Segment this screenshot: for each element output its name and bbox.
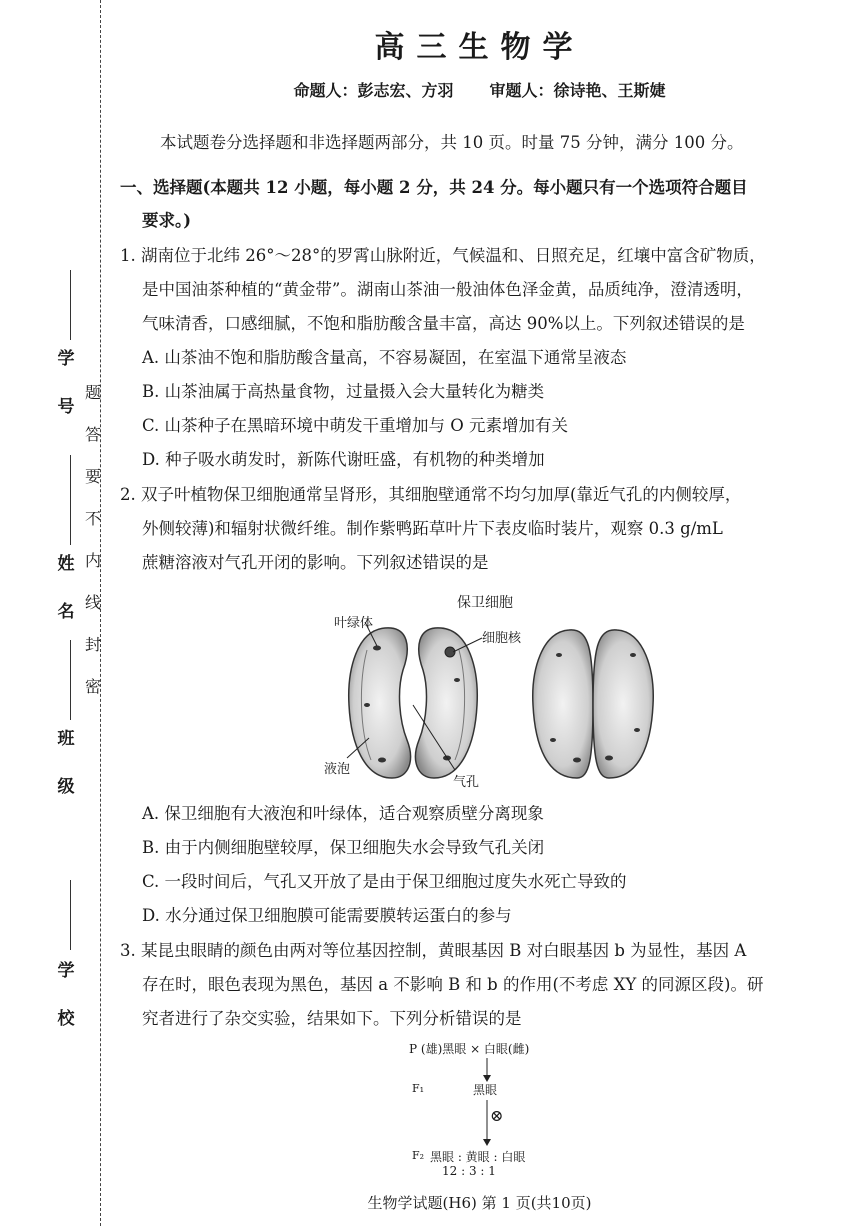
figure-title: 保卫细胞	[457, 595, 513, 611]
chloroplast	[364, 703, 370, 707]
q2-option-d: D. 水分通过保卫细胞膜可能需要膜转运蛋白的参与	[142, 906, 512, 925]
class-field[interactable]	[48, 640, 78, 830]
school-field[interactable]	[48, 880, 78, 1030]
class-label: 班 级	[57, 729, 75, 797]
section-heading: 一、选择题(本题共 12 小题，每小题 2 分，共 24 分。每小题只有一个选项符合题目	[120, 178, 748, 197]
chloroplast	[378, 758, 386, 763]
selfing-symbol: ⊗	[490, 1106, 504, 1125]
q2-option-b: B. 由于内侧细胞壁较厚，保卫细胞失水会导致气孔关闭	[142, 838, 545, 857]
page-footer: 生物学试题(H6) 第 1 页(共10页)	[367, 1194, 592, 1212]
q2-option-a: A. 保卫细胞有大液泡和叶绿体，适合观察质壁分离现象	[142, 804, 544, 823]
seal-char: 内	[84, 551, 101, 570]
cross-parents: P (雄)黑眼 × 白眼(雌)	[409, 1042, 530, 1056]
q2-stem-line: 蔗糖溶液对气孔开闭的影响。下列叙述错误的是	[142, 553, 489, 572]
guard-cell-left-open	[349, 628, 411, 778]
seal-char: 线	[84, 593, 101, 612]
guard-cell-figure	[337, 610, 657, 795]
q3-stem-line: 究者进行了杂交实验，结果如下。下列分析错误的是	[142, 1009, 522, 1028]
f2-ratio: 12 : 3 : 1	[442, 1164, 496, 1178]
q3-stem-line: 3. 某昆虫眼睛的颜色由两对等位基因控制，黄眼基因 B 对白眼基因 b 为显性，基因 A	[120, 941, 747, 960]
seal-char: 密	[84, 677, 101, 696]
seal-char: 题	[84, 383, 101, 402]
q1-option-a: A. 山茶油不饱和脂肪酸含量高，不容易凝固，在室温下通常呈液态	[142, 348, 627, 367]
label-stoma: 气孔	[453, 775, 480, 790]
q1-option-b: B. 山茶油属于高热量食物，过量摄入会大量转化为糖类	[142, 382, 545, 401]
seal-char: 不	[84, 509, 101, 528]
name-label: 姓 名	[57, 554, 75, 622]
authors-line	[112, 78, 847, 101]
chloroplast	[454, 678, 460, 682]
section-heading-cont: 要求。)	[142, 211, 192, 230]
student-id-field[interactable]	[48, 270, 78, 417]
label-nucleus: 细胞核	[482, 631, 522, 646]
seal-char: 要	[84, 467, 101, 486]
q3-stem-line: 存在时，眼色表现为黑色，基因 a 不影响 B 和 b 的作用(不考虑 XY 的同源区段)。研	[142, 975, 764, 994]
intro-text: 本试题卷分选择题和非选择题两部分，共 10 页。时量 75 分钟，满分 100 分。	[160, 133, 744, 152]
f2-phenotypes: 黑眼 : 黄眼 : 白眼	[430, 1150, 526, 1164]
q1-stem-line: 1. 湖南位于北纬 26°～28°的罗霄山脉附近，气候温和、日照充足，红壤中富含矿物质，	[120, 246, 766, 265]
q1-option-d: D. 种子吸水萌发时，新陈代谢旺盛，有机物的种类增加	[142, 450, 545, 469]
page-title: 高三生物学	[374, 30, 585, 65]
f2-label: F₂	[412, 1149, 425, 1162]
binding-strip	[0, 0, 110, 1226]
student-id-label: 学 号	[57, 349, 75, 417]
guard-cell-left-closed	[533, 630, 593, 778]
proposers: 命题人：彭志宏、方羽	[293, 81, 454, 100]
reviewers: 审题人：徐诗艳、王斯婕	[489, 81, 666, 100]
guard-cell-right-closed	[593, 630, 653, 778]
q1-stem-line: 气味清香，口感细腻，不饱和脂肪酸含量丰富，高达 90%以上。下列叙述错误的是	[142, 314, 745, 333]
q2-stem-line: 2. 双子叶植物保卫细胞通常呈肾形，其细胞壁通常不均匀加厚(靠近气孔的内侧较厚，	[120, 485, 742, 504]
label-vacuole: 液泡	[324, 762, 351, 777]
f1-label: F₁	[412, 1082, 425, 1095]
q1-stem-line: 是中国油茶种植的“黄金带”。湖南山茶油一般油体色泽金黄，品质纯净，澄清透明，	[142, 280, 753, 299]
q2-stem-line: 外侧较薄)和辐射状微纤维。制作紫鸭跖草叶片下表皮临时装片，观察 0.3 g/mL	[142, 519, 723, 538]
q2-option-c: C. 一段时间后，气孔又开放了是由于保卫细胞过度失水死亡导致的	[142, 872, 627, 891]
cross-arrows	[477, 1055, 497, 1150]
label-chloroplast: 叶绿体	[334, 616, 374, 631]
name-field[interactable]	[48, 455, 78, 622]
chloroplast	[373, 646, 381, 651]
f1-phenotype: 黑眼	[473, 1083, 498, 1097]
seal-char: 答	[84, 425, 101, 444]
seal-notice	[83, 385, 103, 721]
seal-char: 封	[84, 635, 101, 654]
school-label: 学 校	[57, 961, 75, 1029]
q1-option-c: C. 山茶种子在黑暗环境中萌发干重增加与 O 元素增加有关	[142, 416, 569, 435]
